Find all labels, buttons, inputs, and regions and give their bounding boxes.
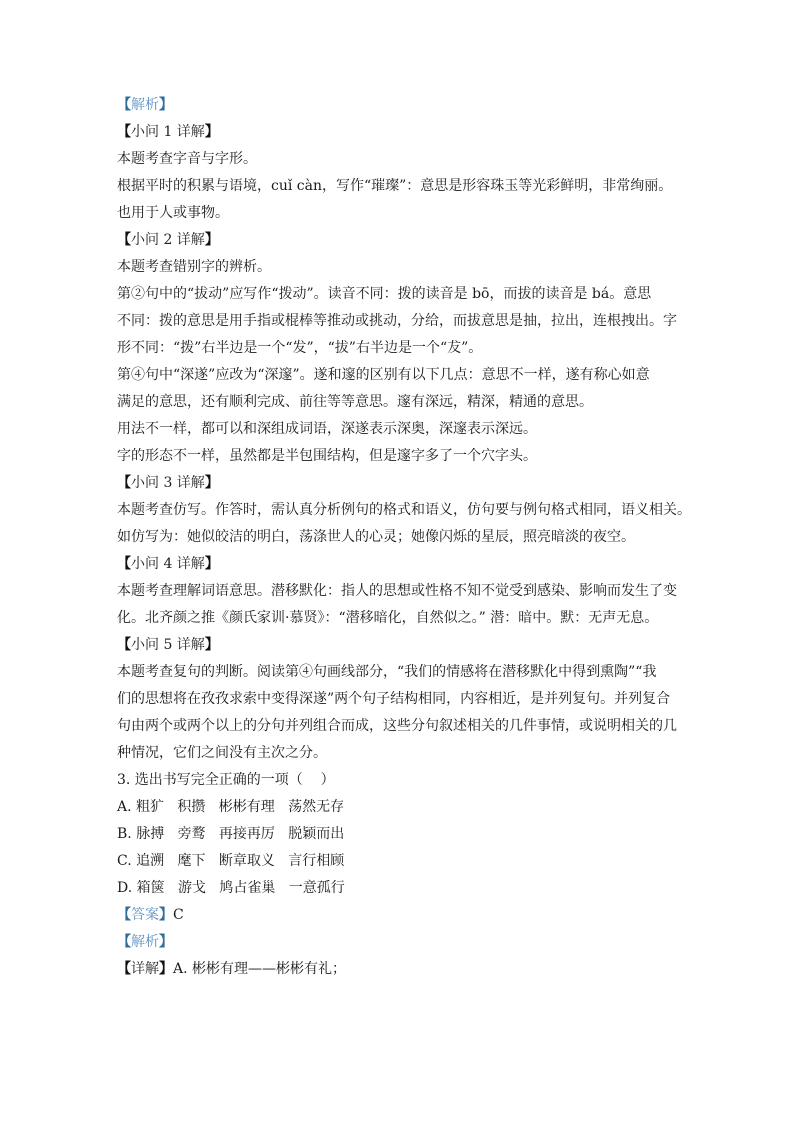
option-b: B. 脉搏 旁鹜 再接再厉 脱颖而出: [117, 826, 345, 842]
sub4-line: 本题考查理解词语意思。潜移默化：指人的思想或性格不知不觉受到感染、影响而发生了变: [117, 583, 677, 599]
sub1-line: 也用于人或事物。: [117, 205, 229, 221]
sub2-line: 字的形态不一样，虽然都是半包围结构，但是邃字多了一个穴字头。: [117, 448, 537, 464]
sub2-line: 第④句中“深遂”应改为“深邃”。遂和邃的区别有以下几点：意思不一样，遂有称心如意: [117, 367, 650, 383]
detail-line: 【详解】A. 彬彬有理——彬彬有礼；: [117, 961, 347, 977]
sub2-heading: 【小问 2 详解】: [117, 232, 219, 248]
analysis-label: 【解析】: [117, 97, 173, 113]
sub1-heading: 【小问 1 详解】: [117, 124, 219, 140]
sub2-line: 第②句中的“拔动”应写作“拨动”。读音不同：拨的读音是 bō，而拔的读音是 bá。意思: [117, 286, 652, 302]
option-d: D. 箱箧 游戈 鸠占雀巢 一意孤行: [117, 880, 345, 896]
option-a: A. 粗犷 积攒 彬彬有理 荡然无存: [117, 799, 345, 815]
sub2-line: 用法不一样，都可以和深组成词语，深遂表示深奥，深邃表示深远。: [117, 421, 537, 437]
sub4-heading: 【小问 4 详解】: [117, 556, 219, 572]
sub5-heading: 【小问 5 详解】: [117, 637, 219, 653]
sub2-line: 不同：拨的意思是用手指或棍棒等推动或挑动，分给，而拔意思是抽，拉出，连根拽出。字: [117, 313, 677, 329]
answer-value: C: [173, 907, 184, 923]
sub1-line: 本题考查字音与字形。: [117, 151, 257, 167]
sub5-line: 们的思想将在孜孜求索中变得深遂”两个句子结构相同，内容相近，是并列复句。并列复合: [117, 691, 671, 707]
sub3-line: 本题考查仿写。作答时，需认真分析例句的格式和语义，仿句要与例句格式相同，语义相关。: [117, 502, 691, 518]
option-c: C. 追溯 麾下 断章取义 言行相顾: [117, 853, 345, 869]
analysis-label-2: 【解析】: [117, 934, 173, 950]
question-3-stem: 3. 选出书写完全正确的一项（ ）: [117, 772, 335, 788]
sub1-line: 根据平时的积累与语境，cuǐ càn，写作“璀璨”：意思是形容珠玉等光彩鲜明，非常绚丽。: [117, 178, 673, 194]
sub3-heading: 【小问 3 详解】: [117, 475, 219, 491]
sub4-line: 化。北齐颜之推《颜氏家训·慕贤》：“潜移暗化，自然似之。” 潜：暗中。默：无声无息。: [117, 610, 659, 626]
sub5-line: 本题考查复句的判断。阅读第④句画线部分，“我们的情感将在潜移默化中得到熏陶”“我: [117, 664, 657, 680]
document-page: [117, 92, 691, 983]
sub5-line: 种情况，它们之间没有主次之分。: [117, 745, 327, 761]
answer-line: 【答案】C: [117, 907, 184, 923]
sub2-line: 本题考查错别字的辨析。: [117, 259, 271, 275]
sub3-line: 如仿写为：她似皎洁的明白，荡涤世人的心灵；她像闪烁的星辰，照亮暗淡的夜空。: [117, 529, 635, 545]
sub2-line: 满足的意思，还有顺利完成、前往等等意思。邃有深远，精深，精通的意思。: [117, 394, 593, 410]
sub5-line: 句由两个或两个以上的分句并列组合而成，这些分句叙述相关的几件事情，或说明相关的几: [117, 718, 677, 734]
sub2-line: 形不同：“拨”右半边是一个“发”，“拔”右半边是一个“犮”。: [117, 340, 483, 356]
